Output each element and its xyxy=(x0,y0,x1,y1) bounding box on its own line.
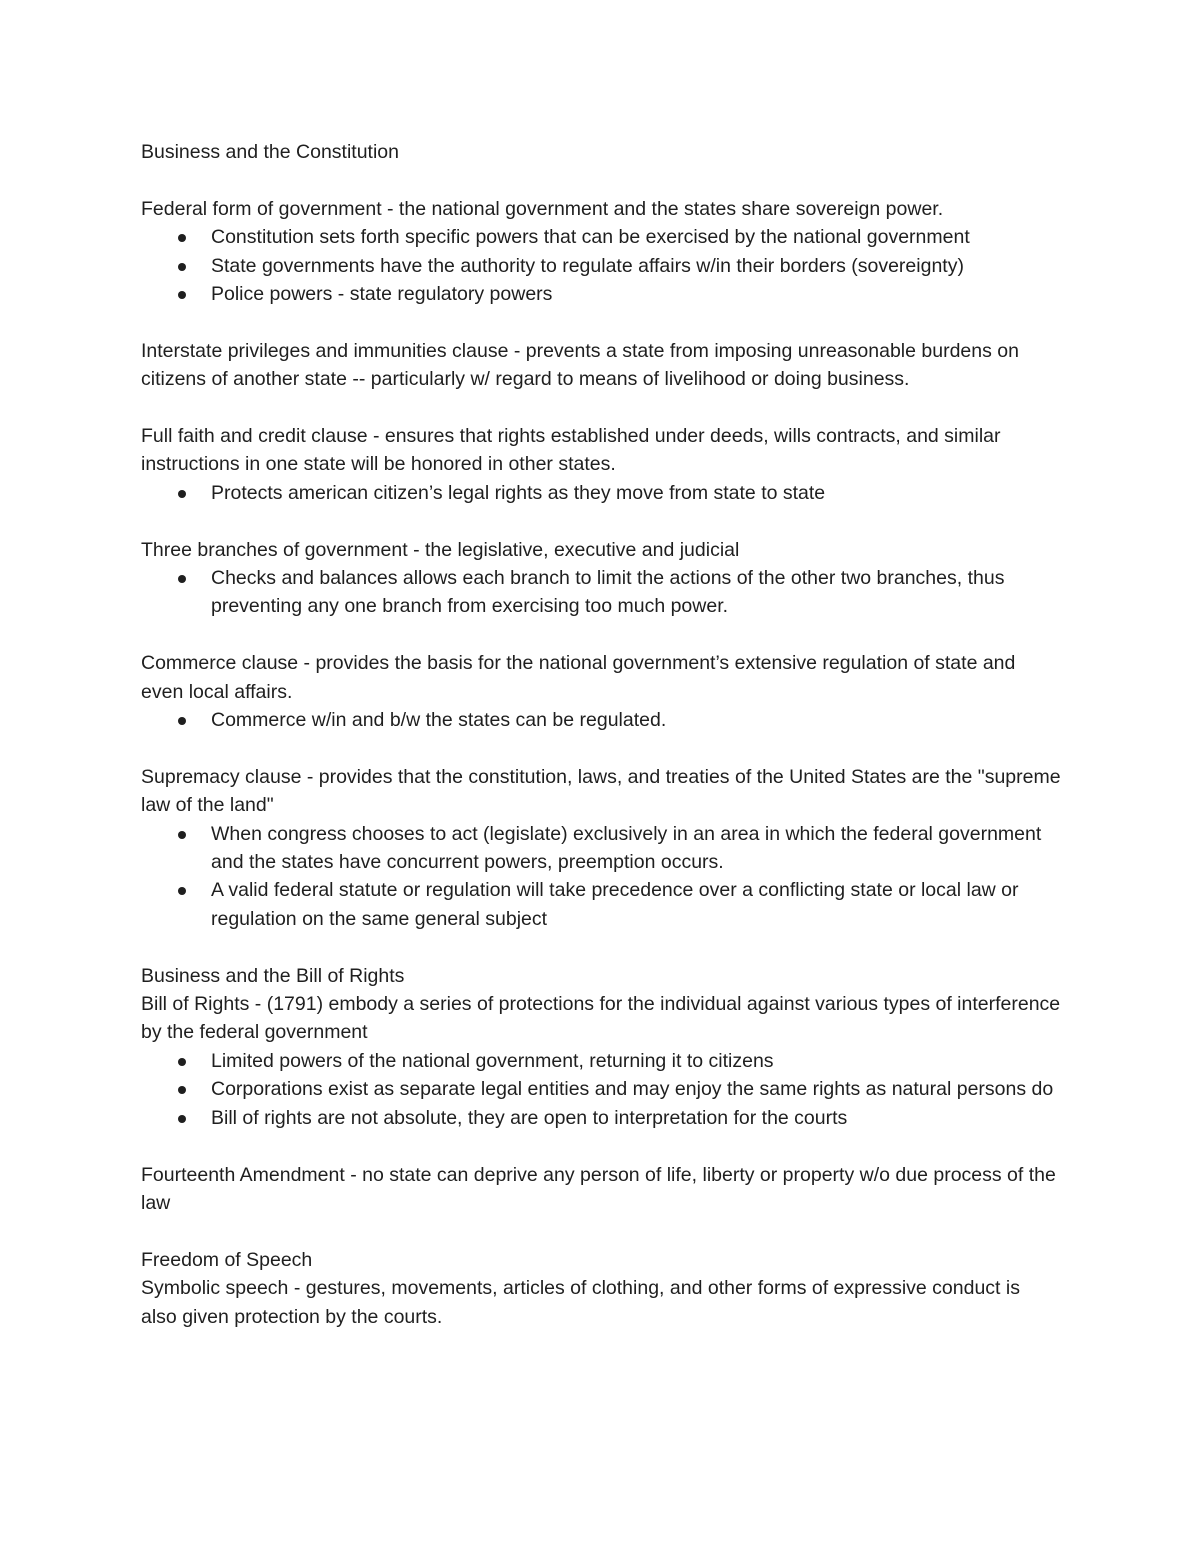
list-item-text: State governments have the authority to regulate affairs w/in their borders (sovereignty) xyxy=(211,254,964,277)
list-item-text: Checks and balances allows each branch to limit the actions of the other two branches, thus preventing any one branch from exercising too much power. xyxy=(211,567,1005,618)
document-page xyxy=(141,138,1061,1331)
federal-bullet-list xyxy=(141,223,1061,308)
list-item xyxy=(211,706,1061,734)
list-item-text: A valid federal statute or regulation will take precedence over a conflicting state or local law or regulation on the same general subject xyxy=(211,879,1019,930)
supremacy-paragraph: Supremacy clause - provides that the constitution, laws, and treaties of the United States are the "supreme law of the land" xyxy=(141,765,1061,817)
spacer xyxy=(141,1132,1061,1160)
spacer xyxy=(141,621,1061,649)
branches-bullet-list xyxy=(141,564,1061,621)
bullet-icon xyxy=(178,717,186,725)
list-item xyxy=(211,820,1061,877)
bullet-icon xyxy=(178,1115,186,1123)
list-item-text: When congress chooses to act (legislate) exclusively in an area in which the federal government and the states have concurrent powers, preemption occurs. xyxy=(211,822,1042,874)
speech-heading: Freedom of Speech xyxy=(141,1248,313,1271)
bill-of-rights-paragraph: Bill of Rights - (1791) embody a series of protections for the individual against various types of interference by the federal government xyxy=(141,993,1061,1044)
spacer xyxy=(141,1217,1061,1245)
spacer xyxy=(141,166,1061,194)
spacer xyxy=(141,734,1061,762)
document-title: Business and the Constitution xyxy=(141,141,399,163)
bullet-icon xyxy=(178,1086,186,1094)
bullet-icon xyxy=(178,1058,186,1066)
list-item xyxy=(211,1075,1061,1103)
bullet-icon xyxy=(178,263,186,271)
speech-paragraph: Symbolic speech - gestures, movements, articles of clothing, and other forms of expressive conduct is also given protection by the courts. xyxy=(141,1277,1020,1328)
branches-paragraph: Three branches of government - the legislative, executive and judicial xyxy=(141,538,740,561)
list-item xyxy=(211,223,1061,251)
bullet-icon xyxy=(178,575,186,583)
full-faith-paragraph: Full faith and credit clause - ensures that rights established under deeds, wills contracts, and similar instructions in one state will be honored in other states. xyxy=(141,425,1001,476)
spacer xyxy=(141,933,1061,961)
list-item-text: Constitution sets forth specific powers that can be exercised by the national government xyxy=(211,226,970,249)
fourteenth-paragraph: Fourteenth Amendment - no state can deprive any person of life, liberty or property w/o due process of the law xyxy=(141,1163,1056,1214)
bullet-icon xyxy=(178,887,186,895)
bullet-icon xyxy=(178,831,186,839)
spacer xyxy=(141,308,1061,336)
spacer xyxy=(141,394,1061,422)
list-item-text: Bill of rights are not absolute, they are open to interpretation for the courts xyxy=(211,1106,848,1129)
bullet-icon xyxy=(178,234,186,242)
list-item xyxy=(211,252,1061,280)
list-item-text: Limited powers of the national government, returning it to citizens xyxy=(211,1049,774,1072)
list-item xyxy=(211,1104,1061,1132)
list-item xyxy=(211,1047,1061,1075)
list-item xyxy=(211,876,1061,933)
list-item-text: Protects american citizen’s legal rights as they move from state to state xyxy=(211,481,826,504)
bill-of-rights-heading: Business and the Bill of Rights xyxy=(141,964,405,987)
list-item-text: Police powers - state regulatory powers xyxy=(211,283,553,306)
list-item xyxy=(211,564,1061,621)
list-item-text: Corporations exist as separate legal entities and may enjoy the same rights as natural persons do xyxy=(211,1078,1054,1101)
commerce-paragraph: Commerce clause - provides the basis for the national government’s extensive regulation of state and even local affairs. xyxy=(141,652,1016,703)
list-item xyxy=(211,280,1061,308)
interstate-paragraph: Interstate privileges and immunities clause - prevents a state from imposing unreasonable burdens on citizens of another state -- particularly w/ regard to means of livelihood or doing business. xyxy=(141,339,1019,391)
list-item xyxy=(211,479,1061,507)
supremacy-bullet-list xyxy=(141,820,1061,934)
federal-paragraph: Federal form of government - the national government and the states share sovereign power. xyxy=(141,197,944,220)
bullet-icon xyxy=(178,291,186,299)
full-faith-bullet-list xyxy=(141,479,1061,507)
commerce-bullet-list xyxy=(141,706,1061,734)
bullet-icon xyxy=(178,490,186,498)
spacer xyxy=(141,507,1061,535)
bill-of-rights-bullet-list xyxy=(141,1047,1061,1132)
list-item-text: Commerce w/in and b/w the states can be regulated. xyxy=(211,709,667,732)
